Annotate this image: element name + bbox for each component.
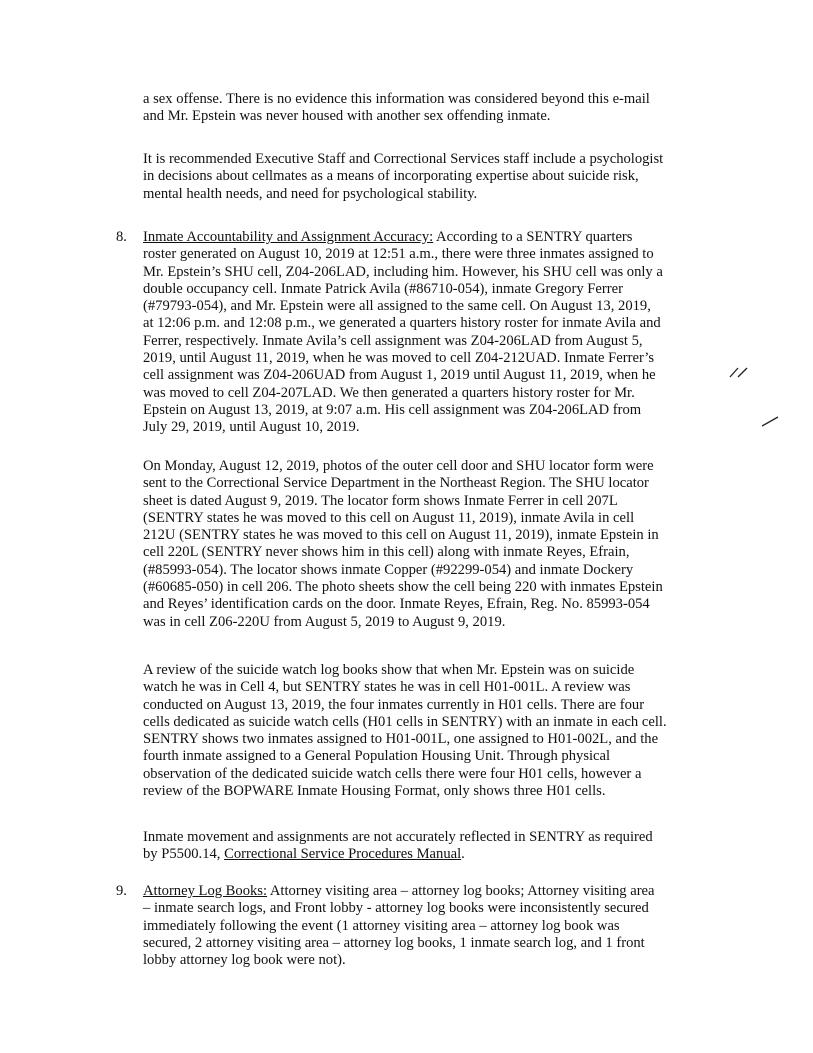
text-line: conducted on August 13, 2019, the four inmates currently in H01 cells. There are four (143, 696, 645, 713)
text-line: July 29, 2019, until August 10, 2019. (143, 419, 360, 436)
text-line: cell 220L (SENTRY never shows him in this cell) along with inmate Reyes, Efrain, (143, 544, 630, 561)
item-number-9: 9. (116, 883, 127, 899)
text-line (143, 846, 713, 863)
paragraph-suicide-watch-log (143, 662, 713, 800)
text-line: Mr. Epstein’s SHU cell, Z04-206LAD, including him. However, his SHU cell was only a (143, 263, 663, 280)
text-line: double occupancy cell. Inmate Patrick Avila (#86710-054), inmate Gregory Ferrer (143, 280, 623, 297)
text-line: sent to the Correctional Service Department in the Northeast Region. The SHU locator (143, 475, 649, 492)
text-segment: . (461, 846, 465, 863)
text-line: Ferrer, respectively. Inmate Avila’s cell assignment was Z04-206LAD from August 5, (143, 332, 643, 349)
text-line: was moved to cell Z04-207LAD. We then generated a quarters history roster for Mr. (143, 384, 635, 401)
text-line: roster generated on August 10, 2019 at 12:51 a.m., there were three inmates assigned to (143, 246, 654, 263)
text-line: sheet is dated August 9, 2019. The locator form shows Inmate Ferrer in cell 207L (143, 492, 618, 509)
text-line: review of the BOPWARE Inmate Housing Format, only shows three H01 cells. (143, 783, 606, 800)
item-number-8: 8. (116, 229, 127, 245)
handwritten-double-slash-mark (727, 365, 751, 379)
text-line: (SENTRY states he was moved to this cell on August 11, 2019), inmate Avila in cell (143, 509, 635, 526)
handwritten-slash-mark (760, 414, 782, 428)
text-line: It is recommended Executive Staff and Correctional Services staff include a psychologist (143, 151, 664, 167)
manual-title: Correctional Service Procedures Manual (224, 846, 462, 863)
text-line: observation of the dedicated suicide watch cells there were four H01 cells, however a (143, 765, 642, 782)
item-8-heading-rest: According to a SENTRY quarters (433, 229, 633, 245)
item-9-heading: Attorney Log Books: (143, 883, 268, 899)
text-line: On Monday, August 12, 2019, photos of the outer cell door and SHU locator form were (143, 458, 654, 474)
text-line: mental health needs, and need for psychological stability. (143, 185, 478, 202)
text-line: was in cell Z06-220U from August 5, 2019 to August 9, 2019. (143, 613, 506, 630)
text-line: 2019, until August 11, 2019, when he was moved to cell Z04-212UAD. Inmate Ferrer’s (143, 350, 655, 367)
paragraph-inmate-movement (143, 829, 713, 864)
text-line: lobby attorney log book were not). (143, 952, 346, 969)
text-line: watch he was in Cell 4, but SENTRY states he was in cell H01-001L. A review was (143, 679, 631, 696)
text-line: fourth inmate assigned to a General Population Housing Unit. Through physical (143, 748, 611, 765)
item-9-attorney-log-books (143, 883, 713, 969)
text-line: (#79793-054), and Mr. Epstein were all assigned to the same cell. On August 13, 2019, (143, 298, 651, 315)
item-8-heading: Inmate Accountability and Assignment Accuracy: (143, 229, 434, 245)
item-8-inmate-accountability (143, 229, 713, 437)
text-line: a sex offense. There is no evidence this information was considered beyond this e-mail (143, 91, 650, 107)
text-line: cells dedicated as suicide watch cells (H01 cells in SENTRY) with an inmate in each cell. (143, 713, 667, 730)
text-line: 212U (SENTRY states he was moved to this cell on August 11, 2019), inmate Epstein in (143, 527, 659, 544)
text-line (143, 229, 713, 246)
text-line: immediately following the event (1 attorney visiting area – attorney log book was (143, 917, 620, 934)
text-line (143, 883, 713, 900)
text-line: (#60685-050) in cell 206. The photo sheets show the cell being 220 with inmates Epstein (143, 579, 663, 596)
text-segment: by P5500.14, (143, 846, 225, 863)
text-line: A review of the suicide watch log books show that when Mr. Epstein was on suicide (143, 662, 635, 678)
item-9-heading-rest: Attorney visiting area – attorney log books; Attorney visiting area (267, 883, 655, 899)
text-line: and Mr. Epstein was never housed with another sex offending inmate. (143, 108, 551, 125)
text-line: at 12:06 p.m. and 12:08 p.m., we generated a quarters history roster for inmate Avila and (143, 315, 661, 332)
paragraph-sex-offense (143, 91, 713, 126)
text-line: (#85993-054). The locator shows inmate Copper (#92299-054) and inmate Dockery (143, 561, 634, 578)
text-line: secured, 2 attorney visiting area – attorney log books, 1 inmate search log, and 1 front (143, 934, 645, 951)
text-line: cell assignment was Z04-206UAD from August 1, 2019 until August 11, 2019, when he (143, 367, 656, 384)
text-line: Inmate movement and assignments are not accurately reflected in SENTRY as required (143, 829, 653, 845)
text-line: SENTRY shows two inmates assigned to H01-001L, one assigned to H01-002L, and the (143, 731, 659, 748)
text-line: Epstein on August 13, 2019, at 9:07 a.m. His cell assignment was Z04-206LAD from (143, 401, 642, 418)
paragraph-psychologist-recommendation (143, 151, 713, 203)
text-line: in decisions about cellmates as a means of incorporating expertise about suicide risk, (143, 168, 639, 185)
paragraph-shu-locator (143, 458, 713, 631)
text-line: and Reyes’ identification cards on the door. Inmate Reyes, Efrain, Reg. No. 85993-054 (143, 596, 650, 613)
text-line: – inmate search logs, and Front lobby - attorney log books were inconsistently secured (143, 900, 649, 917)
